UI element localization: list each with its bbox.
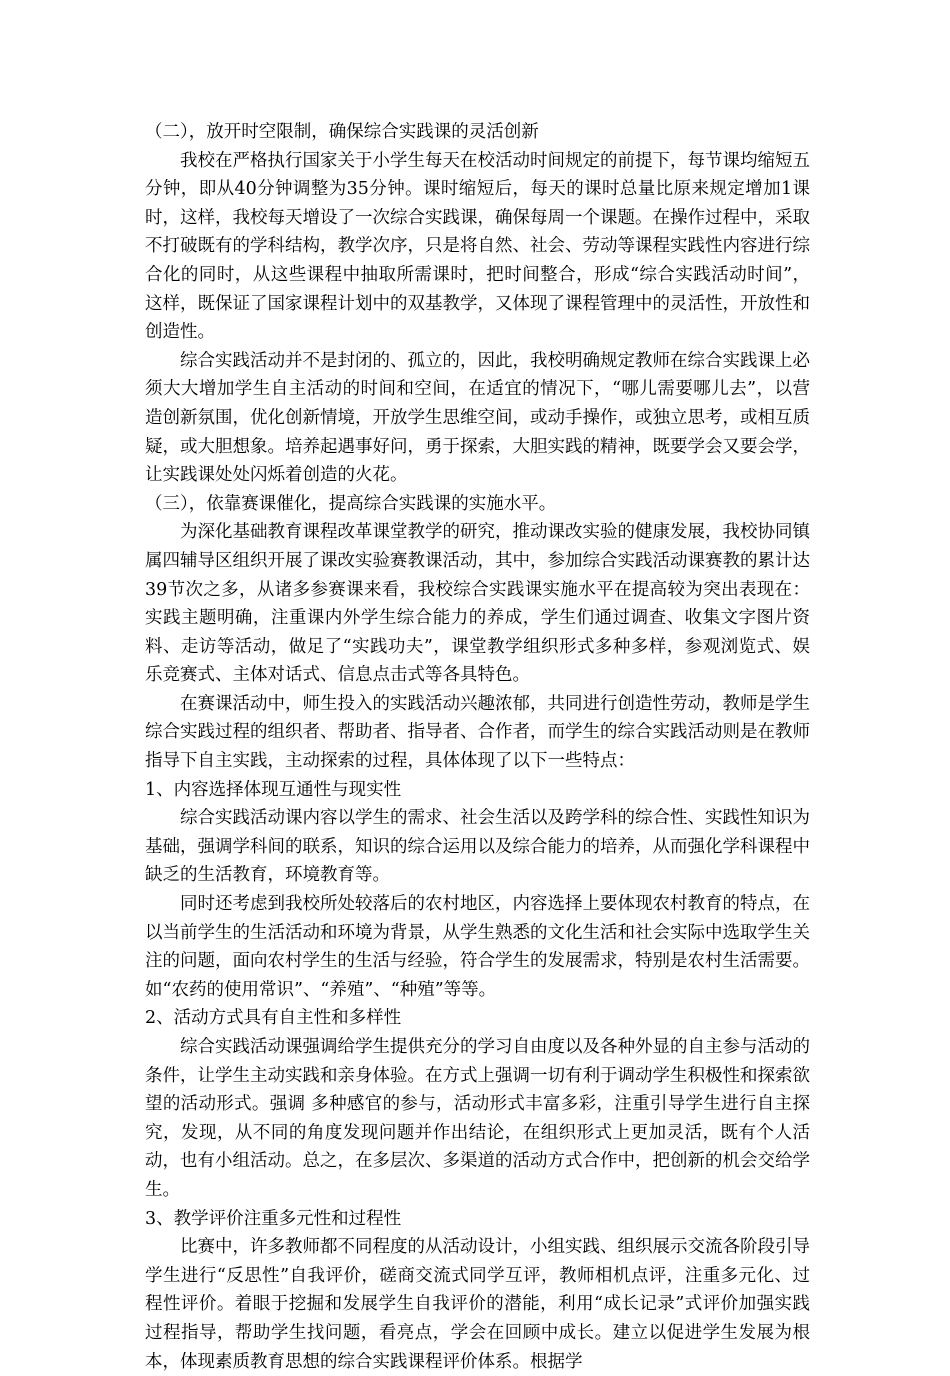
body-paragraph: 综合实践活动课强调给学生提供充分的学习自由度以及各种外显的自主参与活动的条件，让学生主动实践和亲身体验。在方式上强调一切有利于调动学生积极性和探索欲望的活动形式。强调 多种感官的参与，活动形式丰富多彩，注重引导学生进行自主探究，发现，从不同的角度发现问题并作出结论，在组织形式上更加灵活，既有个人活动，也有小组活动。总之，在多层次、多渠道的活动方式合作中，把创新的机会交给学生。 [145, 1037, 810, 1200]
subheading-3: 3、教学评价注重多元性和过程性 [145, 1208, 402, 1229]
section-heading-2: （二），放开时空限制，确保综合实践课的灵活创新 [145, 122, 539, 142]
body-paragraph: 在赛课活动中，师生投入的实践活动兴趣浓郁，共同进行创造性劳动，教师是学生综合实践过程的组织者、帮助者、指导者、合作者，而学生的综合实践活动则是在教师指导下自主实践，主动探索的过程，具体体现了以下一些特点： [145, 693, 810, 772]
section-heading-3: （三），依靠赛课催化，提高综合实践课的实施水平。 [145, 493, 557, 514]
body-paragraph: 我校在严格执行国家关于小学生每天在校活动时间规定的前提下，每节课均缩短五分钟，即从40分钟调整为35分钟。课时缩短后，每天的课时总量比原来规定增加1课时，这样，我校每天增设了一次综合实践课，确保每周一个课题。在操作过程中，采取不打破既有的学科结构，教学次序，只是将自然、社会、劳动等课程实践性内容进行综合化的同时，从这些课程中抽取所需课时，把时间整合，形成“综合实践活动时间”，这样，既保证了国家课程计划中的双基教学，又体现了课程管理中的灵活性，开放性和创造性。 [145, 150, 810, 343]
body-paragraph: 综合实践活动课内容以学生的需求、社会生活以及跨学科的综合性、实践性知识为基础，强调学科间的联系，知识的综合运用以及综合能力的培养，从而强化学科课程中缺乏的生活教育，环境教育等。 [145, 808, 810, 886]
body-paragraph: 比赛中，许多教师都不同程度的从活动设计，小组实践、组织展示交流各阶段引导学生进行“反思性”自我评价，磋商交流式同学互评，教师相机点评，注重多元化、过程性评价。着眼于挖掘和发展学生自我评价的潜能，利用“成长记录”式评价加强实践过程指导，帮助学生找问题，看亮点，学会在回顾中成长。建立以促进学生发展为根本，体现素质教育思想的综合实践课程评价体系。根据学 [145, 1237, 810, 1372]
subheading-1: 1、内容选择体现互通性与现实性 [145, 779, 402, 800]
body-paragraph: 综合实践活动并不是封闭的、孤立的，因此，我校明确规定教师在综合实践课上必须大大增加学生自主活动的时间和空间，在适宜的情况下，“哪儿需要哪儿去”，以营造创新氛围，优化创新情境，开放学生思维空间，或动手操作，或独立思考，或相互质疑，或大胆想象。培养起遇事好问，勇于探索，大胆实践的精神，既要学会又要会学，让实践课处处闪烁着创造的火花。 [145, 350, 810, 486]
document-page [145, 118, 810, 1376]
body-paragraph: 同时还考虑到我校所处较落后的农村地区，内容选择上要体现农村教育的特点，在以当前学生的生活活动和环境为背景，从学生熟悉的文化生活和社会实际中选取学生关注的问题，面向农村学生的生活与经验，符合学生的发展需求，特别是农村生活需要。如“农药的使用常识”、“养殖”、“种殖”等等。 [145, 894, 810, 1000]
body-paragraph: 为深化基础教育课程改革课堂教学的研究，推动课改实验的健康发展，我校协同镇属四辅导区组织开展了课改实验赛教课活动，其中，参加综合实践活动课赛教的累计达39节次之多，从诸多参赛课来看，我校综合实践课实施水平在提高较为突出表现在：实践主题明确，注重课内外学生综合能力的养成，学生们通过调查、收集文字图片资料、走访等活动，做足了“实践功夫”，课堂教学组织形式多种多样，参观浏览式、娱乐竞赛式、主体对话式、信息点击式等各具特色。 [145, 522, 810, 686]
subheading-2: 2、活动方式具有自主性和多样性 [145, 1008, 402, 1029]
